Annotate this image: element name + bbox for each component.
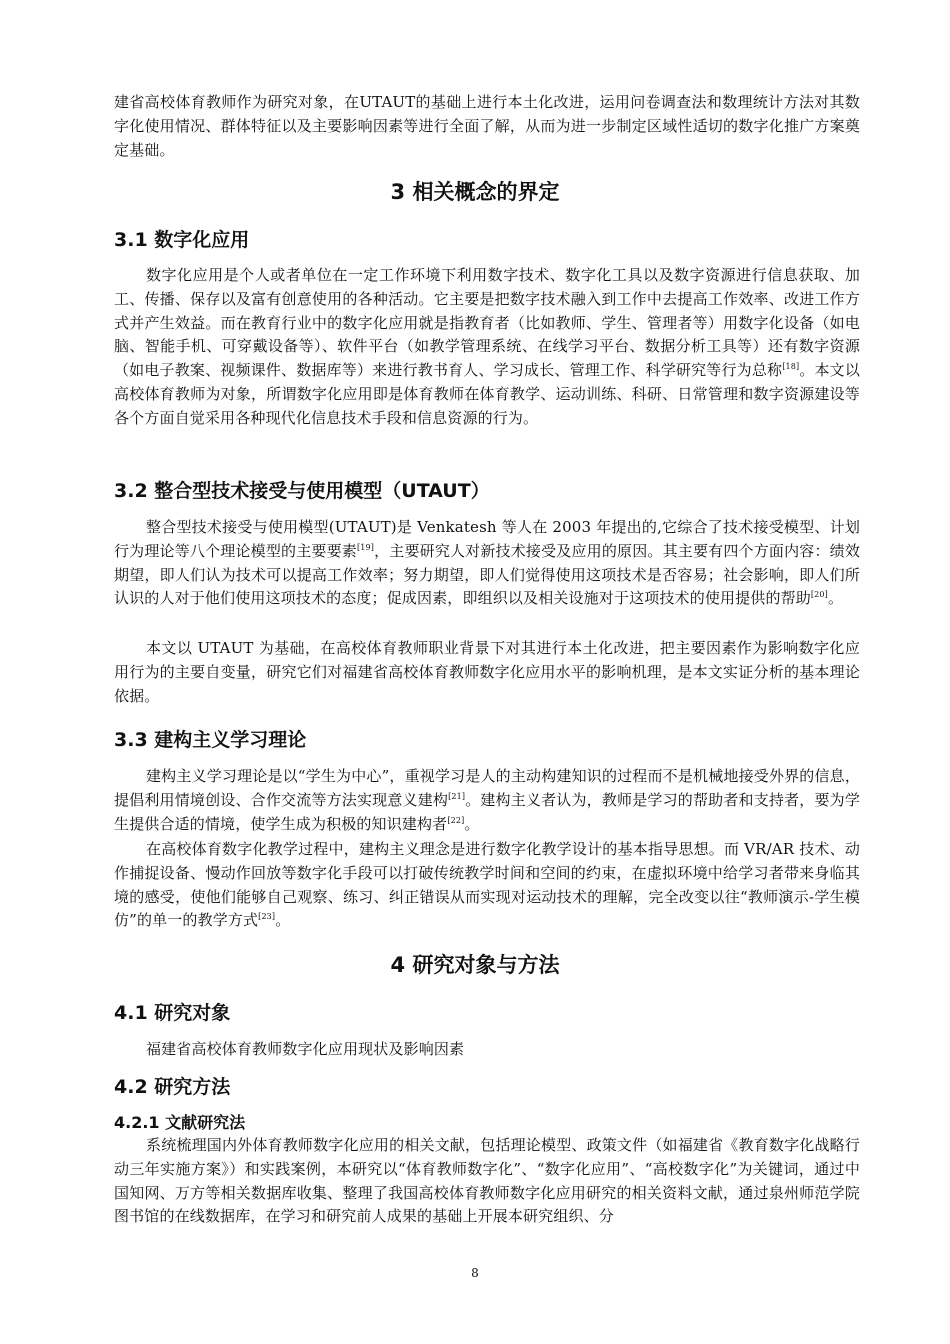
section-4-2-heading: 4.2 研究方法 <box>114 1076 231 1098</box>
section-4-2-1-heading: 4.2.1 文献研究法 <box>114 1113 246 1132</box>
citation-21: [21] <box>448 791 466 801</box>
paragraph-text: 本文以 UTAUT 为基础，在高校体育教师职业背景下对其进行本土化改进，把主要因素作为影响数字化应用行为的主要自变量，研究它们对福建省高校体育教师数字化应用水平的影响机理，是本文实证分析的基本理论依据。 <box>114 639 860 705</box>
paragraph-text: 。建构主义者认为，教师是学习的帮助者和支持者，要为学生提供合适的情境，使学生成为积极的知识建构者 <box>114 790 860 833</box>
paragraph-text: 建构主义学习理论是以“学生为中心”，重视学习是人的主动构建知识的过程而不是机械地接受外界的信息，提倡利用情境创设、合作交流等方法实现意义建构 <box>114 767 860 809</box>
section-3-1-heading: 3.1 数字化应用 <box>114 229 250 251</box>
paragraph-text: 系统梳理国内外体育教师数字化应用的相关文献，包括理论模型、政策文件（如福建省《教育数字化战略行动三年实施方案》）和实践案例，本研究以“体育教师数字化”、“数字化应用”、“高校数字化”为关键词，通过中国知网、万方等相关数据库收集、整理了我国高校体育教师数字化应用研究的相关资料文献，通过泉州师范学院图书馆的在线数据库，在学习和研究前人成果的基础上开展本研究组织、分 <box>114 1136 860 1226</box>
section-3-2-heading: 3.2 整合型技术接受与使用模型（UTAUT） <box>114 480 490 502</box>
citation-22: [22] <box>447 815 465 825</box>
section-3-heading: 3 相关概念的界定 <box>390 180 560 204</box>
section-4-heading: 4 研究对象与方法 <box>390 953 560 977</box>
paragraph-text: 。 <box>275 911 291 930</box>
section-3-3-heading: 3.3 建构主义学习理论 <box>114 729 307 751</box>
paragraph-text: ，主要研究人对新技术接受及应用的原因。其主要有四个方面内容：绩效期望，即人们认为技术可以提高工作效率；努力期望，即人们觉得使用这项技术是否容易；社会影响，即人们所认识的人对于他们使用这项技术的态度；促成因素，即组织以及相关设施对于这项技术的使用提供的帮助 <box>114 541 861 608</box>
paragraph-text: 。本文以高校体育教师为对象，所谓数字化应用即是体育教师在体育教学、运动训练、科研、日常管理和数字资源建设等各个方面自觉采用各种现代化信息技术手段和信息资源的行为。 <box>114 361 860 427</box>
citation-20: [20] <box>810 590 828 600</box>
section-4-2-1-paragraph <box>114 1134 860 1229</box>
section-3-1-paragraph <box>114 264 860 431</box>
section-4-1-paragraph <box>114 1038 860 1062</box>
section-3-3-paragraph-1 <box>114 765 860 836</box>
paragraph-text: 。 <box>827 589 844 608</box>
citation-19: [19] <box>357 542 375 552</box>
citation-18: [18] <box>782 362 800 372</box>
citation-23: [23] <box>258 912 276 922</box>
intro-paragraph <box>114 91 860 162</box>
section-4-1-heading: 4.1 研究对象 <box>114 1002 231 1024</box>
section-3-3-paragraph-2 <box>114 838 860 933</box>
paragraph-text: 整合型技术接受与使用模型(UTAUT)是 Venkatesh 等人在 2003 年提出的,它综合了技术接受模型、计划行为理论等八个理论模型的主要要素 <box>114 518 860 560</box>
section-3-2-paragraph-1 <box>114 516 860 611</box>
paragraph-text: 。 <box>464 814 480 833</box>
paragraph-text: 福建省高校体育教师数字化应用现状及影响因素 <box>146 1040 465 1058</box>
paragraph-text: 建省高校体育教师作为研究对象，在UTAUT的基础上进行本土化改进，运用问卷调查法和数理统计方法对其数字化使用情况、群体特征以及主要影响因素等进行全面了解，从而为进一步制定区域性适切的数字化推广方案奠定基础。 <box>114 93 860 159</box>
paragraph-text: 在高校体育数字化教学过程中，建构主义理念是进行数字化教学设计的基本指导思想。而 VR/AR 技术、动作捕捉设备、慢动作回放等数字化手段可以打破传统教学时间和空间的约束，在虚拟环境中给学习者带来身临其境的感受，使他们能够自己观察、练习、纠正错误从而实现对运动技术的理解，完全改变以往“教师演示-学生模仿”的单一的教学方式 <box>114 840 860 930</box>
paragraph-text: 数字化应用是个人或者单位在一定工作环境下利用数字技术、数字化工具以及数字资源进行信息获取、加工、传播、保存以及富有创意使用的各种活动。它主要是把数字技术融入到工作中去提高工作效率、改进工作方式并产生效益。而在教育行业中的数字化应用就是指教育者（比如教师、学生、管理者等）用数字化设备（如电脑、智能手机、可穿戴设备等）、软件平台（如教学管理系统、在线学习平台、数据分析工具等）还有数字资源（如电子教案、视频课件、数据库等）来进行教书育人、学习成长、管理工作、科学研究等行为总称 <box>114 266 860 380</box>
page-number: 8 <box>471 1266 479 1280</box>
section-3-2-paragraph-2 <box>114 637 860 708</box>
